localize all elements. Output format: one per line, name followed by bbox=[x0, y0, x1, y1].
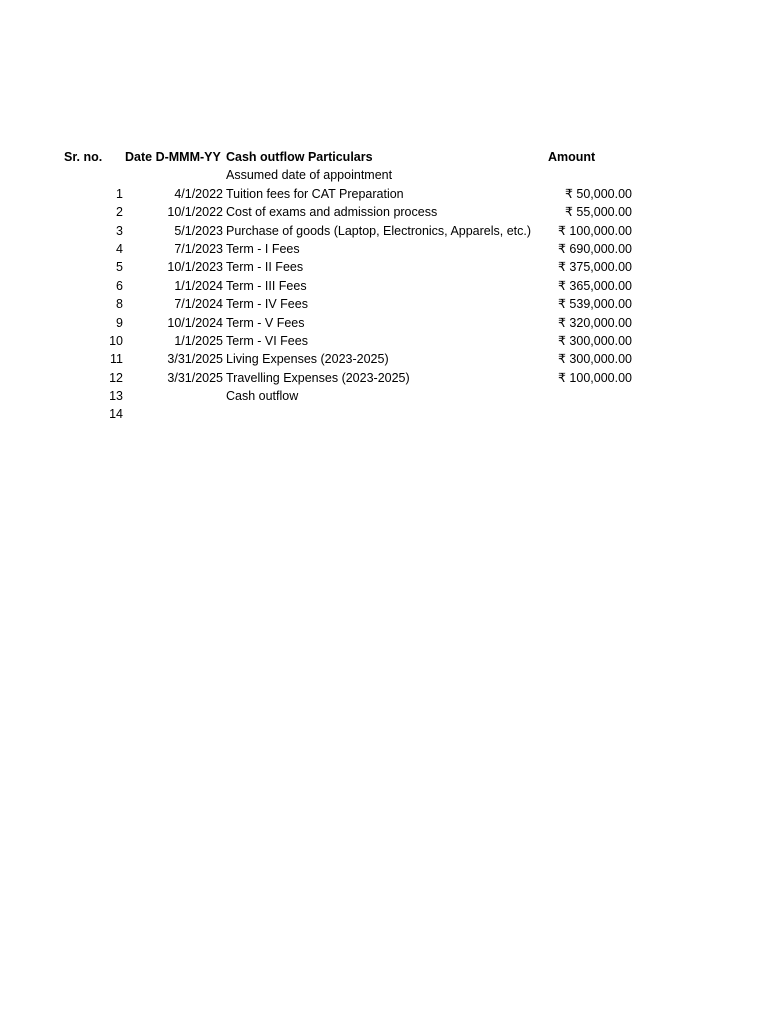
particulars-cell: Term - III Fees bbox=[226, 278, 307, 293]
amount-cell: ₹ 365,000.00 bbox=[558, 278, 632, 293]
date-cell: 10/1/2023 bbox=[167, 260, 223, 275]
particulars-cell: Term - VI Fees bbox=[226, 333, 308, 348]
amount-cell bbox=[530, 405, 632, 423]
date-cell: 4/1/2022 bbox=[174, 186, 223, 201]
sr-cell: 14 bbox=[109, 407, 123, 422]
appointment-note: Assumed date of appointment bbox=[226, 168, 393, 183]
sr-cell: 10 bbox=[109, 333, 123, 348]
amount-cell: ₹ 100,000.00 bbox=[558, 223, 632, 238]
table-row bbox=[0, 314, 768, 332]
sr-cell: 12 bbox=[109, 370, 123, 385]
particulars-cell: Term - IV Fees bbox=[226, 297, 308, 312]
date-cell: 3/31/2025 bbox=[167, 352, 223, 367]
table-row bbox=[0, 350, 768, 368]
table-row bbox=[0, 387, 768, 405]
amount-cell: ₹ 690,000.00 bbox=[558, 241, 632, 256]
cash-outflow-table bbox=[0, 148, 768, 424]
particulars-cell: Purchase of goods (Laptop, Electronics, Apparels, etc.) bbox=[226, 223, 532, 238]
header-row bbox=[0, 148, 768, 166]
amount-cell: ₹ 300,000.00 bbox=[558, 333, 632, 348]
date-cell: 10/1/2024 bbox=[167, 315, 223, 330]
table-row bbox=[0, 369, 768, 387]
amount-cell: ₹ 320,000.00 bbox=[558, 315, 632, 330]
particulars-header: Cash outflow Particulars bbox=[226, 150, 373, 164]
date-cell: 1/1/2024 bbox=[174, 278, 223, 293]
sr-cell: 8 bbox=[116, 297, 123, 312]
date-cell: 7/1/2024 bbox=[174, 297, 223, 312]
amount-cell: ₹ 55,000.00 bbox=[564, 205, 632, 220]
particulars-cell: Term - II Fees bbox=[226, 260, 304, 275]
amount-cell: ₹ 100,000.00 bbox=[558, 370, 632, 385]
particulars-cell: Cost of exams and admission process bbox=[226, 205, 438, 220]
table-row bbox=[0, 277, 768, 295]
particulars-cell: Tuition fees for CAT Preparation bbox=[226, 186, 404, 201]
sr-cell: 5 bbox=[116, 260, 123, 275]
sr-cell: 13 bbox=[109, 389, 123, 404]
table-row bbox=[0, 295, 768, 313]
table-row bbox=[0, 332, 768, 350]
table-row bbox=[0, 185, 768, 203]
date-cell: 1/1/2025 bbox=[174, 333, 223, 348]
amount-header: Amount bbox=[548, 150, 596, 164]
table-row bbox=[0, 240, 768, 258]
date-cell: 5/1/2023 bbox=[174, 223, 223, 238]
particulars-cell: Cash outflow bbox=[226, 389, 299, 404]
sr-cell: 2 bbox=[116, 205, 123, 220]
table-row bbox=[0, 405, 768, 423]
date-header: Date D-MMM-YY bbox=[125, 150, 221, 164]
particulars-cell: Term - V Fees bbox=[226, 315, 305, 330]
table-row bbox=[0, 203, 768, 221]
amount-cell: ₹ 375,000.00 bbox=[558, 260, 632, 275]
date-cell: 10/1/2022 bbox=[167, 205, 223, 220]
date-cell bbox=[124, 405, 223, 423]
table-row bbox=[0, 222, 768, 240]
amount-cell: ₹ 50,000.00 bbox=[564, 186, 632, 201]
amount-cell bbox=[530, 387, 632, 405]
date-cell bbox=[124, 387, 223, 405]
date-cell: 7/1/2023 bbox=[174, 241, 223, 256]
sr-cell: 1 bbox=[116, 186, 123, 201]
particulars-cell: Term - I Fees bbox=[226, 241, 300, 256]
sr-cell: 4 bbox=[116, 241, 123, 256]
amount-cell: ₹ 300,000.00 bbox=[558, 352, 632, 367]
sr-cell: 11 bbox=[110, 352, 123, 367]
date-cell: 3/31/2025 bbox=[167, 370, 223, 385]
sr-cell: 9 bbox=[116, 315, 123, 330]
subheader-row bbox=[0, 166, 768, 184]
sr-no-header: Sr. no. bbox=[64, 150, 103, 164]
particulars-cell: Travelling Expenses (2023-2025) bbox=[226, 370, 410, 385]
table-row bbox=[0, 258, 768, 276]
amount-cell: ₹ 539,000.00 bbox=[558, 297, 632, 312]
sr-cell: 3 bbox=[116, 223, 123, 238]
sr-cell: 6 bbox=[116, 278, 123, 293]
particulars-cell: Living Expenses (2023-2025) bbox=[226, 352, 389, 367]
